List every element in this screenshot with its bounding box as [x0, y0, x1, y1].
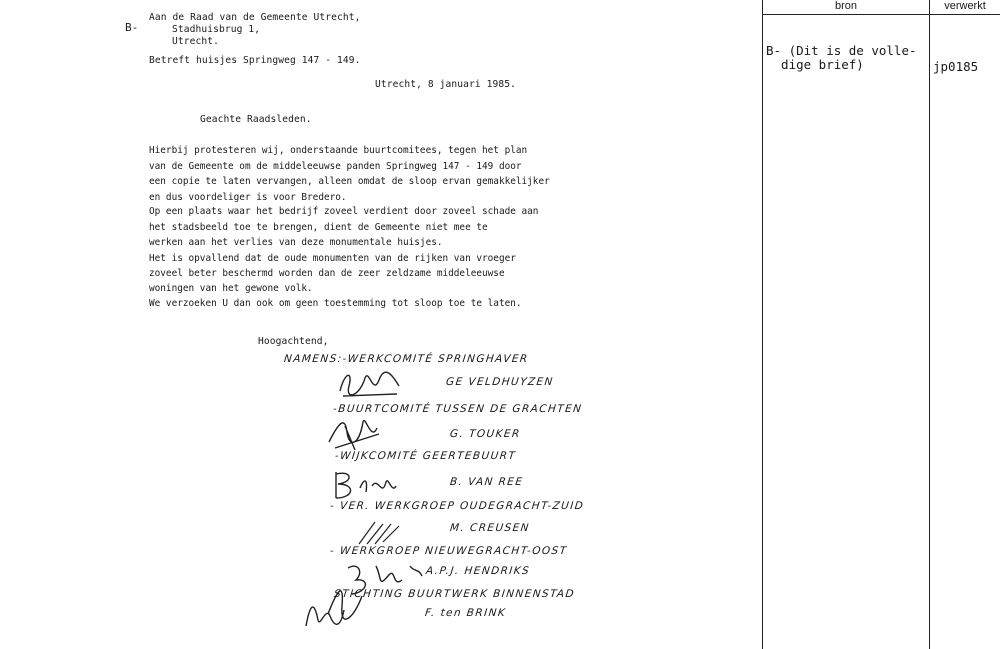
handwritten-line: F. ten BRINK	[424, 607, 507, 619]
body-line: zoveel beter beschermd worden dan de zeer zeldzame middeleeuwse	[149, 268, 505, 279]
handwritten-line: STICHTING BUURTWERK BINNENSTAD	[333, 588, 576, 600]
body-line: Het is opvallend dat de oude monumenten van de rijken van vroeger	[149, 253, 516, 264]
salutation: Geachte Raadsleden.	[200, 114, 312, 125]
handwritten-line: G. TOUKER	[449, 428, 522, 440]
date-line: Utrecht, 8 januari 1985.	[375, 79, 517, 90]
handwritten-line: M. CREUSEN	[449, 522, 531, 534]
body-line: werken aan het verlies van deze monumentale huisjes.	[149, 237, 443, 248]
body-line: een copie te laten vervangen, alleen omdat de sloop ervan gemakkelijker	[149, 176, 550, 187]
handwritten-line: -BUURTCOMITÉ TUSSEN DE GRACHTEN	[332, 403, 583, 415]
body-line: van de Gemeente om de middeleeuwse panden Springweg 147 - 149 door	[149, 161, 522, 172]
handwritten-line: - WERKGROEP NIEUWEGRACHT-OOST	[329, 545, 569, 557]
address-line-2: Stadhuisbrug 1,	[172, 24, 261, 35]
closing: Hoogachtend,	[258, 336, 329, 347]
column-header-bron: bron	[834, 0, 858, 12]
subject-line: Betreft huisjes Springweg 147 - 149.	[149, 55, 361, 66]
table-header-rule	[762, 14, 1000, 15]
signature-scribble	[355, 518, 405, 548]
signature-scribble	[330, 468, 400, 502]
table-border-middle	[929, 0, 930, 649]
signature-scribble	[325, 412, 385, 452]
margin-marker: B-	[125, 21, 139, 34]
address-line-1: Aan de Raad van de Gemeente Utrecht,	[149, 12, 361, 23]
verwerkt-value: jp0185	[933, 59, 979, 74]
body-line: Op een plaats waar het bedrijf zoveel verdient door zoveel schade aan	[149, 206, 539, 217]
handwritten-line: B. VAN REE	[449, 476, 524, 488]
handwritten-line: - A.P.J. HENDRIKS	[415, 565, 531, 577]
handwritten-line: GE VELDHUYZEN	[445, 376, 555, 388]
signature-scribble	[335, 366, 405, 400]
bron-note-line-1: B- (Dit is de volle-	[766, 43, 917, 58]
handwritten-line: - VER. WERKGROEP OUDEGRACHT-ZUID	[329, 500, 585, 512]
column-header-verwerkt: verwerkt	[944, 0, 986, 12]
address-line-3: Utrecht.	[172, 36, 220, 47]
body-line: We verzoeken U dan ook om geen toestemming tot sloop toe te laten.	[149, 298, 522, 309]
bron-note-line-2: dige brief)	[766, 57, 864, 72]
body-line: Hierbij protesteren wij, onderstaande buurtcomitees, tegen het plan	[149, 145, 528, 156]
handwritten-line: NAMENS:-WERKCOMITÉ SPRINGHAVER	[283, 353, 530, 365]
body-line: woningen van het gewone volk.	[149, 283, 313, 294]
body-line: en dus voordeliger is voor Bredero.	[149, 192, 347, 203]
table-border-left	[762, 0, 763, 649]
handwritten-line: -WIJKCOMITÉ GEERTEBUURT	[334, 450, 517, 462]
body-line: het stadsbeeld toe te brengen, dient de Gemeente niet mee te	[149, 222, 488, 233]
signature-scribble	[300, 596, 350, 632]
